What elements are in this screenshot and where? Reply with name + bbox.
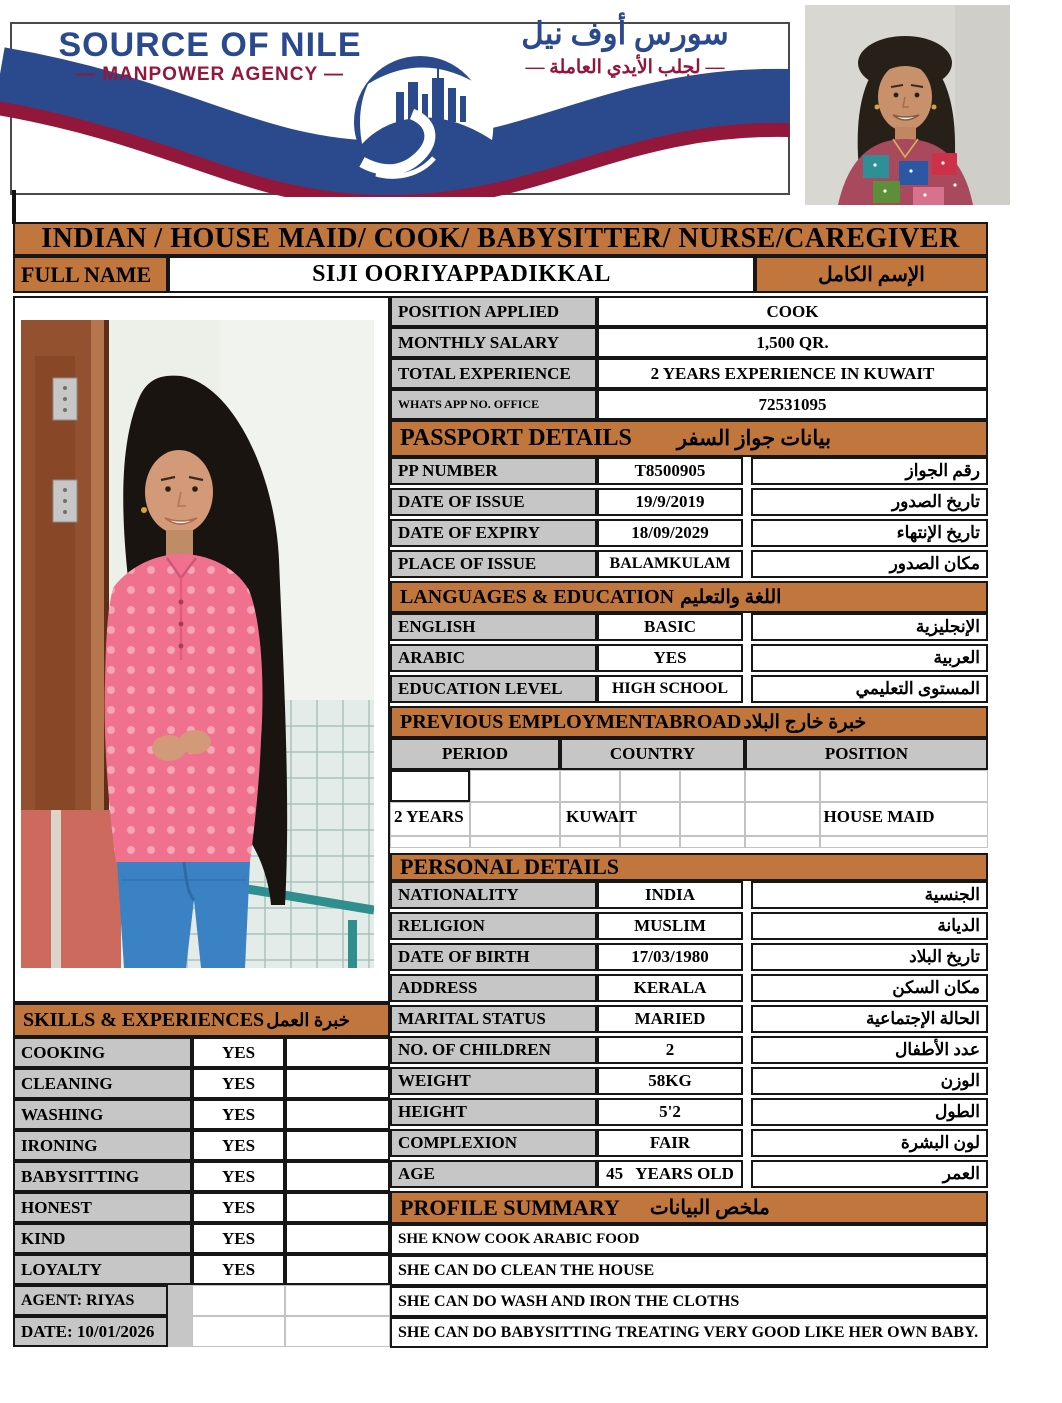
date-empty-cell bbox=[285, 1316, 390, 1347]
title-bar-text: INDIAN / HOUSE MAID/ COOK/ BABYSITTER/ NURSE/CAREGIVER bbox=[41, 223, 960, 254]
personal-row bbox=[390, 974, 988, 1002]
column-gap bbox=[743, 675, 751, 703]
personal-label: NATIONALITY bbox=[390, 881, 597, 909]
personal-label: AGE bbox=[390, 1160, 597, 1188]
skill-value: YES bbox=[192, 1037, 285, 1068]
skill-row bbox=[13, 1254, 390, 1285]
info-row bbox=[390, 296, 988, 327]
agent-empty-cell bbox=[192, 1285, 285, 1316]
left-column bbox=[13, 296, 390, 1347]
personal-row bbox=[390, 943, 988, 971]
date-label: DATE: 10/01/2026 bbox=[13, 1316, 168, 1347]
language-label-arabic: العربية bbox=[751, 644, 988, 672]
personal-label: DATE OF BIRTH bbox=[390, 943, 597, 971]
employment-grid-cell bbox=[680, 802, 745, 836]
passport-label-arabic: مكان الصدور bbox=[751, 550, 988, 578]
language-row bbox=[390, 644, 988, 672]
personal-section-header bbox=[390, 853, 988, 881]
column-gap bbox=[743, 1160, 751, 1188]
agent-empty-cell bbox=[285, 1285, 390, 1316]
employment-empty-cell bbox=[820, 836, 988, 848]
skill-empty-cell bbox=[285, 1192, 390, 1223]
personal-label-arabic: مكان السكن bbox=[751, 974, 988, 1002]
employment-empty-cell bbox=[680, 836, 745, 848]
language-value: BASIC bbox=[597, 613, 743, 641]
personal-label-arabic: العمر bbox=[751, 1160, 988, 1188]
date-empty-cell bbox=[192, 1316, 285, 1347]
personal-value: 2 bbox=[597, 1036, 743, 1064]
info-label: TOTAL EXPERIENCE bbox=[390, 358, 597, 389]
info-row bbox=[390, 327, 988, 358]
personal-label: RELIGION bbox=[390, 912, 597, 940]
employment-empty-cell bbox=[470, 836, 560, 848]
personal-label: NO. OF CHILDREN bbox=[390, 1036, 597, 1064]
employment-empty-cell bbox=[560, 836, 620, 848]
employment-empty-cell bbox=[620, 770, 680, 802]
title-bar bbox=[13, 222, 988, 256]
passport-title-arabic: بيانات جواز السفر bbox=[676, 426, 831, 450]
info-row bbox=[390, 389, 988, 420]
column-gap bbox=[743, 457, 751, 485]
employment-empty-row bbox=[390, 836, 988, 848]
skill-row bbox=[13, 1192, 390, 1223]
skill-empty-cell bbox=[285, 1130, 390, 1161]
language-row bbox=[390, 613, 988, 641]
agent-gray-strip bbox=[168, 1285, 192, 1316]
agency-name-arabic: سورس أوف نيل bbox=[521, 16, 729, 51]
skill-row bbox=[13, 1161, 390, 1192]
employment-period: 2 YEARS bbox=[394, 807, 464, 826]
personal-row bbox=[390, 1160, 988, 1188]
passport-value: 19/9/2019 bbox=[597, 488, 743, 516]
employment-empty-cell bbox=[560, 770, 620, 802]
applicant-photo-small bbox=[805, 5, 1010, 205]
language-row bbox=[390, 675, 988, 703]
personal-row bbox=[390, 1129, 988, 1157]
full-name-row bbox=[13, 256, 988, 293]
employment-empty-cell bbox=[680, 770, 745, 802]
info-label: WHATS APP NO. OFFICE bbox=[390, 389, 597, 420]
column-gap bbox=[743, 613, 751, 641]
passport-row bbox=[390, 519, 988, 547]
language-label: ENGLISH bbox=[390, 613, 597, 641]
personal-label-arabic: الديانة bbox=[751, 912, 988, 940]
summary-line: SHE CAN DO BABYSITTING TREATING VERY GOOD LIKE HER OWN BABY. bbox=[390, 1317, 988, 1348]
profile-summary-title: PROFILE SUMMARY bbox=[400, 1194, 620, 1220]
personal-value: INDIA bbox=[597, 881, 743, 909]
skill-empty-cell bbox=[285, 1161, 390, 1192]
languages-section-header bbox=[390, 581, 988, 613]
full-name-value: SIJI OORIYAPPADIKKAL bbox=[168, 256, 755, 293]
applicant-photo-large bbox=[21, 320, 374, 968]
employment-empty-cell bbox=[745, 836, 820, 848]
column-gap bbox=[743, 1067, 751, 1095]
skill-label: BABYSITTING bbox=[13, 1161, 192, 1192]
summary-line: SHE KNOW COOK ARABIC FOOD bbox=[390, 1224, 988, 1255]
personal-row bbox=[390, 1036, 988, 1064]
personal-label: HEIGHT bbox=[390, 1098, 597, 1126]
languages-title-arabic: اللغة والتعليم bbox=[680, 586, 782, 608]
column-gap bbox=[743, 943, 751, 971]
skill-empty-cell bbox=[285, 1068, 390, 1099]
full-name-label-arabic: الإسم الكامل bbox=[755, 256, 988, 293]
skill-row bbox=[13, 1037, 390, 1068]
employment-column-period: PERIOD bbox=[390, 738, 560, 770]
personal-label: MARITAL STATUS bbox=[390, 1005, 597, 1033]
details-column bbox=[390, 296, 988, 1348]
language-value: YES bbox=[597, 644, 743, 672]
summary-line: SHE CAN DO CLEAN THE HOUSE bbox=[390, 1255, 988, 1286]
employment-empty-cell bbox=[745, 770, 820, 802]
personal-row bbox=[390, 1005, 988, 1033]
personal-value: FAIR bbox=[597, 1129, 743, 1157]
column-gap bbox=[743, 519, 751, 547]
employment-data-row bbox=[390, 802, 988, 836]
employment-section-header bbox=[390, 706, 988, 738]
skills-title-arabic: خبرة العمل bbox=[266, 1009, 350, 1030]
full-name-label: FULL NAME bbox=[13, 256, 168, 293]
profile-summary-title-arabic: ملخص البيانات bbox=[649, 1197, 770, 1219]
personal-value: MUSLIM bbox=[597, 912, 743, 940]
passport-label: DATE OF ISSUE bbox=[390, 488, 597, 516]
applicant-portrait-illustration bbox=[805, 5, 1010, 205]
personal-label: WEIGHT bbox=[390, 1067, 597, 1095]
agent-row bbox=[13, 1285, 390, 1316]
skill-value: YES bbox=[192, 1223, 285, 1254]
employment-title-arabic: خبرة خارج البلاد bbox=[743, 711, 867, 733]
column-gap bbox=[743, 1005, 751, 1033]
employment-position: HOUSE MAID bbox=[823, 807, 935, 826]
agency-tagline: — MANPOWER AGENCY — bbox=[75, 64, 345, 85]
column-gap bbox=[743, 488, 751, 516]
page-left-border-mark bbox=[12, 190, 16, 224]
skill-label: KIND bbox=[13, 1223, 192, 1254]
skills-title: SKILLS & EXPERIENCES bbox=[23, 1008, 265, 1031]
skill-label: IRONING bbox=[13, 1130, 192, 1161]
skill-label: HONEST bbox=[13, 1192, 192, 1223]
personal-value: 58KG bbox=[597, 1067, 743, 1095]
personal-value: MARIED bbox=[597, 1005, 743, 1033]
passport-row bbox=[390, 457, 988, 485]
employment-header-row bbox=[390, 738, 988, 770]
personal-row bbox=[390, 1067, 988, 1095]
column-gap bbox=[743, 912, 751, 940]
skill-row bbox=[13, 1068, 390, 1099]
passport-section-header bbox=[390, 420, 988, 457]
skill-label: CLEANING bbox=[13, 1068, 192, 1099]
column-gap bbox=[743, 1098, 751, 1126]
passport-label-arabic: رقم الجواز bbox=[751, 457, 988, 485]
employment-column-country: COUNTRY bbox=[560, 738, 745, 770]
personal-row bbox=[390, 912, 988, 940]
personal-label-arabic: تاريخ البلاد bbox=[751, 943, 988, 971]
passport-row bbox=[390, 488, 988, 516]
info-label: MONTHLY SALARY bbox=[390, 327, 597, 358]
language-label: ARABIC bbox=[390, 644, 597, 672]
date-row bbox=[13, 1316, 390, 1347]
personal-value: 5'2 bbox=[597, 1098, 743, 1126]
language-label: EDUCATION LEVEL bbox=[390, 675, 597, 703]
personal-value: KERALA bbox=[597, 974, 743, 1002]
language-value: HIGH SCHOOL bbox=[597, 675, 743, 703]
personal-label-arabic: عدد الأطفال bbox=[751, 1036, 988, 1064]
skill-empty-cell bbox=[285, 1099, 390, 1130]
passport-value: T8500905 bbox=[597, 457, 743, 485]
skill-label: WASHING bbox=[13, 1099, 192, 1130]
personal-label-arabic: الوزن bbox=[751, 1067, 988, 1095]
personal-label: ADDRESS bbox=[390, 974, 597, 1002]
info-value: 1,500 QR. bbox=[597, 327, 988, 358]
employment-empty-cell bbox=[820, 770, 988, 802]
employment-empty-cell bbox=[620, 836, 680, 848]
skill-value: YES bbox=[192, 1068, 285, 1099]
employment-grid-cell bbox=[470, 802, 560, 836]
column-gap bbox=[743, 974, 751, 1002]
personal-label-arabic: لون البشرة bbox=[751, 1129, 988, 1157]
column-gap bbox=[743, 644, 751, 672]
skill-row bbox=[13, 1099, 390, 1130]
info-row bbox=[390, 358, 988, 389]
personal-title: PERSONAL DETAILS bbox=[400, 854, 620, 879]
language-label-arabic: المستوى التعليمي bbox=[751, 675, 988, 703]
skill-label: COOKING bbox=[13, 1037, 192, 1068]
employment-country: KUWAIT bbox=[566, 807, 637, 826]
agency-name: SOURCE OF NILE bbox=[58, 26, 362, 64]
passport-value: BALAMKULAM bbox=[597, 550, 743, 578]
employment-empty-cell bbox=[390, 836, 470, 848]
employment-empty-cell bbox=[390, 770, 470, 802]
passport-label-arabic: تاريخ الإنتهاء bbox=[751, 519, 988, 547]
column-gap bbox=[743, 550, 751, 578]
employment-empty-cell bbox=[470, 770, 560, 802]
passport-row bbox=[390, 550, 988, 578]
passport-label-arabic: تاريخ الصدور bbox=[751, 488, 988, 516]
personal-label-arabic: الطول bbox=[751, 1098, 988, 1126]
employment-title: PREVIOUS EMPLOYMENTABROAD bbox=[400, 710, 742, 733]
info-value: COOK bbox=[597, 296, 988, 327]
applicant-photo-cell bbox=[13, 296, 390, 1003]
personal-label: COMPLEXION bbox=[390, 1129, 597, 1157]
personal-label-arabic: الحالة الإجتماعية bbox=[751, 1005, 988, 1033]
skill-value: YES bbox=[192, 1130, 285, 1161]
skill-value: YES bbox=[192, 1192, 285, 1223]
date-gray-strip bbox=[168, 1316, 192, 1347]
skill-value: YES bbox=[192, 1099, 285, 1130]
skill-value: YES bbox=[192, 1254, 285, 1285]
employment-column-position: POSITION bbox=[745, 738, 988, 770]
agent-label: AGENT: RIYAS bbox=[13, 1285, 168, 1316]
skill-row bbox=[13, 1130, 390, 1161]
languages-title: LANGUAGES & EDUCATION bbox=[400, 585, 675, 608]
skills-section-header bbox=[13, 1003, 390, 1037]
personal-row bbox=[390, 881, 988, 909]
personal-value: 45 YEARS OLD bbox=[597, 1160, 743, 1188]
agency-tagline-arabic: — لجلب الأيدي العاملة — bbox=[525, 57, 725, 78]
passport-label: DATE OF EXPIRY bbox=[390, 519, 597, 547]
personal-row bbox=[390, 1098, 988, 1126]
summary-line: SHE CAN DO WASH AND IRON THE CLOTHS bbox=[390, 1286, 988, 1317]
skill-empty-cell bbox=[285, 1037, 390, 1068]
skill-empty-cell bbox=[285, 1254, 390, 1285]
personal-label-arabic: الجنسية bbox=[751, 881, 988, 909]
passport-value: 18/09/2029 bbox=[597, 519, 743, 547]
personal-value: 17/03/1980 bbox=[597, 943, 743, 971]
skill-value: YES bbox=[192, 1161, 285, 1192]
skill-row bbox=[13, 1223, 390, 1254]
skill-empty-cell bbox=[285, 1223, 390, 1254]
info-value: 2 YEARS EXPERIENCE IN KUWAIT bbox=[597, 358, 988, 389]
passport-label: PLACE OF ISSUE bbox=[390, 550, 597, 578]
passport-label: PP NUMBER bbox=[390, 457, 597, 485]
passport-title: PASSPORT DETAILS bbox=[400, 425, 632, 451]
column-gap bbox=[743, 1036, 751, 1064]
info-value: 72531095 bbox=[597, 389, 988, 420]
skill-label: LOYALTY bbox=[13, 1254, 192, 1285]
column-gap bbox=[743, 881, 751, 909]
employment-empty-row bbox=[390, 770, 988, 802]
language-label-arabic: الإنجليزية bbox=[751, 613, 988, 641]
info-label: POSITION APPLIED bbox=[390, 296, 597, 327]
column-gap bbox=[743, 1129, 751, 1157]
profile-summary-header bbox=[390, 1191, 988, 1224]
